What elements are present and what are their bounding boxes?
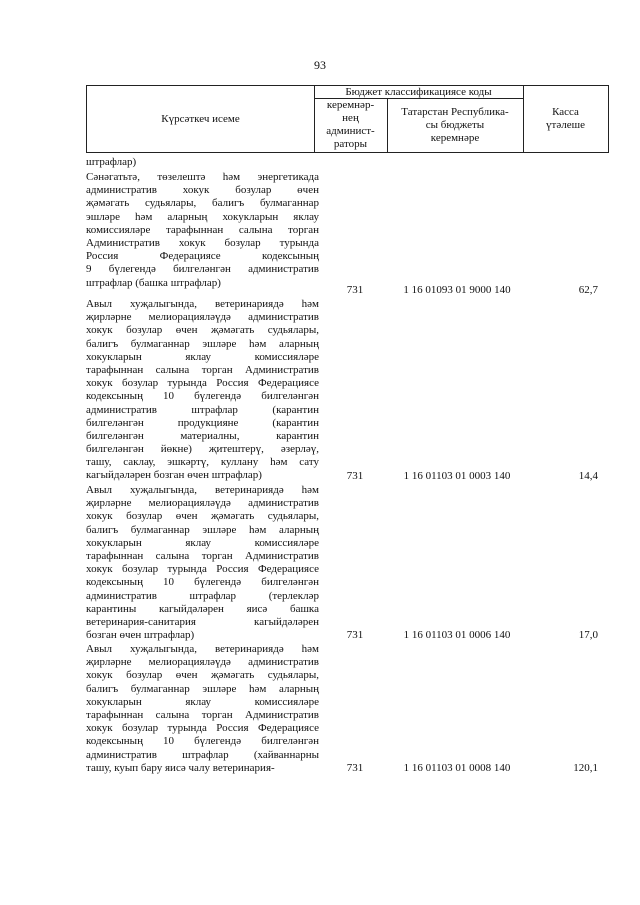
table-cell-amount: 14,4 [578,470,598,482]
table-cell-amount: 17,0 [578,629,598,641]
table-cell-code: 1 16 01103 01 0003 140 [403,470,511,482]
table-cell-admin: 731 [346,284,364,296]
table-cell-admin: 731 [346,762,364,774]
table-row-name: Сәнәгатьтә, төзелештә һәм энергетикада административ хокук бозулар өчен җәмәгать судьялары, балигъ булмаганнар эшләре һәм аларның хокукларын яклау комиссияләре тарафыннан салына торган Административ хокук бозулар турында Россия Федерациясе кодексының 9 бүлегендә билгеләнгән административ штрафлар (башка штрафлар) [86,171,319,289]
table-header [86,85,609,153]
table-row-name: Авыл хуҗалыгында, ветеринариядә һәм җирләрне мелиорацияләүдә административ хокук бозулар өчен җәмәгать судьялары, балигъ булмаганнар эшләре һәм аларның хокукларын яклау комиссияләре тарафыннан салына торган Административ хокук бозулар турында Россия Федерациясе кодексының 10 бүлегендә билгеләнгән административ штрафлар (хайваннарны ташу, куып бару яисә чалу ветеринария- [86,643,319,774]
page-number: 93 [314,58,326,72]
column-indicator-name: Күрсәткеч исеме [161,113,240,125]
table-cell-amount: 120,1 [573,762,598,774]
table-cell-admin: 731 [346,470,364,482]
table-row-name: Авыл хуҗалыгында, ветеринариядә һәм җирләрне мелиорацияләүдә административ хокук бозулар өчен җәмәгать судьялары, балигъ булмаганнар эшләре һәм аларның хокукларын яклау комиссияләре тарафыннан салына торган Административ хокук бозулар турында Россия Федерациясе кодексының 10 бүлегендә билгеләнгән административ штрафлар (карантин билгеләнгән продукцияне (карантин билгеләнгән материалны, карантин билгеләнгән йөкне) җитештерү, әзерләү, ташу, саклау, эшкәртү, куллану һәм сату кагыйдәләрен бозган өчен штрафлар) [86,298,319,482]
table-row-name: Авыл хуҗалыгында, ветеринариядә һәм җирләрне мелиорацияләүдә административ хокук бозулар өчен җәмәгать судьялары, балигъ булмаганнар эшләре һәм аларның хокукларын яклау комиссияләре тарафыннан салына торган Административ хокук бозулар турында Россия Федерациясе кодексының 10 бүлегендә билгеләнгән административ штрафлар (терлекләр карантины кагыйдәләрен яисә башка ветеринария-санитария кагыйдәләрен бозган өчен штрафлар) [86,484,319,642]
column-republic-budget-revenue: Татарстан Республика- сы бюджеты керемнәре [401,106,509,144]
continued-text: штрафлар) [86,156,137,168]
table-cell-code: 1 16 01103 01 0006 140 [403,629,511,641]
table-cell-amount: 62,7 [578,284,598,296]
column-cash-execution: Касса үтәлеше [546,106,585,131]
table-cell-code: 1 16 01103 01 0008 140 [403,762,511,774]
table-cell-code: 1 16 01093 01 9000 140 [403,284,511,296]
table-cell-admin: 731 [346,629,364,641]
group-title-budget-code: Бюджет классификациясе коды [345,86,492,98]
column-revenue-administrator: керемнәр- нең админист- раторы [326,99,375,150]
